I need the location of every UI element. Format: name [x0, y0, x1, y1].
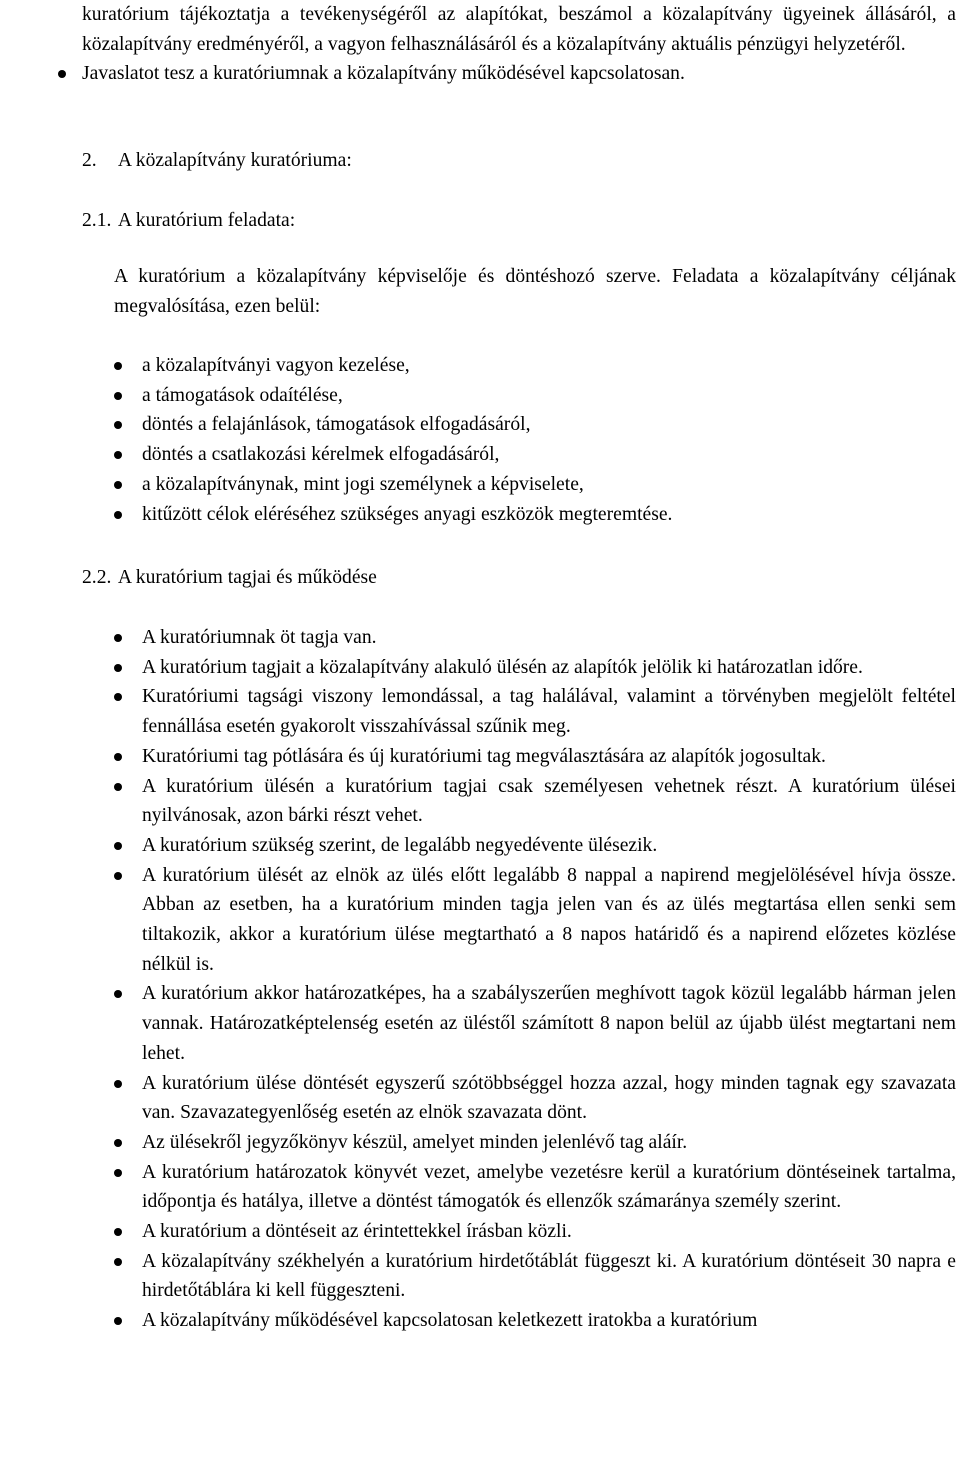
section-2-title: A közalapítvány kuratóriuma: [117, 150, 352, 171]
operation-list [114, 623, 956, 1336]
section-2-1-heading [82, 206, 295, 236]
list-item: döntés a felajánlások, támogatások elfogadásáról, [114, 410, 956, 440]
list-item: A kuratórium a döntéseit az érintettekkel írásban közli. [114, 1217, 956, 1247]
list-item: Az ülésekről jegyzőkönyv készül, amelyet minden jelenlévő tag aláír. [114, 1128, 956, 1158]
list-item: a támogatások odaítélése, [114, 381, 956, 411]
section-2-1-title: A kuratórium feladata: [117, 210, 296, 231]
list-item: A kuratórium ülése döntését egyszerű szótöbbséggel hozza azzal, hogy minden tagnak egy szavazata van. Szavazategyenlőség esetén az elnök szavazata dönt. [114, 1069, 956, 1128]
list-item: döntés a csatlakozási kérelmek elfogadásáról, [114, 440, 956, 470]
list-item: A kuratórium tagjait a közalapítvány alakuló ülésén az alapítók jelölik ki határozatlan időre. [114, 653, 956, 683]
list-item: A kuratórium ülésén a kuratórium tagjai csak személyesen vehetnek részt. A kuratórium ülései nyilvánosak, azon bárki részt vehet. [114, 772, 956, 831]
section-2-2-heading [82, 563, 377, 593]
list-item: A kuratórium határozatok könyvét vezet, amelybe vezetésre kerül a kuratórium döntéseinek tartalma, időpontja és hatálya, illetve a döntést támogatók és ellenzők számaránya személy szerint. [114, 1158, 956, 1217]
section-2-number: 2. [82, 150, 97, 171]
task-list [114, 351, 956, 529]
intro-block [82, 0, 956, 89]
intro-bullet: Javaslatot tesz a kuratóriumnak a közalapítvány működésével kapcsolatosan. [82, 59, 956, 89]
section-2-1-paragraph: A kuratórium a közalapítvány képviselője és döntéshozó szerve. Feladata a közalapítvány céljának megvalósítása, ezen belül: [114, 266, 956, 317]
list-item: a közalapítványnak, mint jogi személynek a képviselete, [114, 470, 956, 500]
list-item: A kuratórium ülését az elnök az ülés előtt legalább 8 nappal a napirend megjelölésével hívja össze. Abban az esetben, ha a kuratórium minden tagja jelen van és az ülés megtartása ellen senki sem tiltakozik, akkor a kuratórium ülése megtartható a 8 napos határidő és a napirend előzetes közlése nélkül is. [114, 861, 956, 980]
list-item: Kuratóriumi tag pótlására és új kuratóriumi tag megválasztására az alapítók jogosultak. [114, 742, 956, 772]
list-item: A kuratóriumnak öt tagja van. [114, 623, 956, 653]
intro-continuation: kuratórium tájékoztatja a tevékenységéről az alapítókat, beszámol a közalapítvány ügyeinek állásáról, a közalapítvány eredményéről, a vagyon felhasználásáról és a közalapítvány aktuális pénzügyi helyzetéről. [82, 4, 956, 55]
section-2-1-number: 2.1. [82, 210, 112, 231]
list-item: a közalapítványi vagyon kezelése, [114, 351, 956, 381]
list-item: A közalapítvány működésével kapcsolatosan keletkezett iratokba a kuratórium [114, 1306, 956, 1336]
list-item: kitűzött célok eléréséhez szükséges anyagi eszközök megteremtése. [114, 500, 956, 530]
list-item: A kuratórium szükség szerint, de legalább negyedévente ülésezik. [114, 831, 956, 861]
section-2-heading [82, 146, 352, 176]
list-item: A kuratórium akkor határozatképes, ha a szabályszerűen meghívott tagok közül legalább hárman jelen vannak. Határozatképtelenség esetén az üléstől számított 8 napon belül az újabb ülést megtartani nem lehet. [114, 979, 956, 1068]
list-item: Kuratóriumi tagsági viszony lemondással, a tag halálával, valamint a törvényben megjelölt feltétel fennállása esetén gyakorolt visszahívással szűnik meg. [114, 682, 956, 741]
list-item: A közalapítvány székhelyén a kuratórium hirdetőtáblát függeszt ki. A kuratórium döntéseit 30 napra e hirdetőtáblára ki kell függeszteni. [114, 1247, 956, 1306]
section-2-2-title: A kuratórium tagjai és működése [117, 567, 377, 588]
section-2-2-number: 2.2. [82, 567, 112, 588]
